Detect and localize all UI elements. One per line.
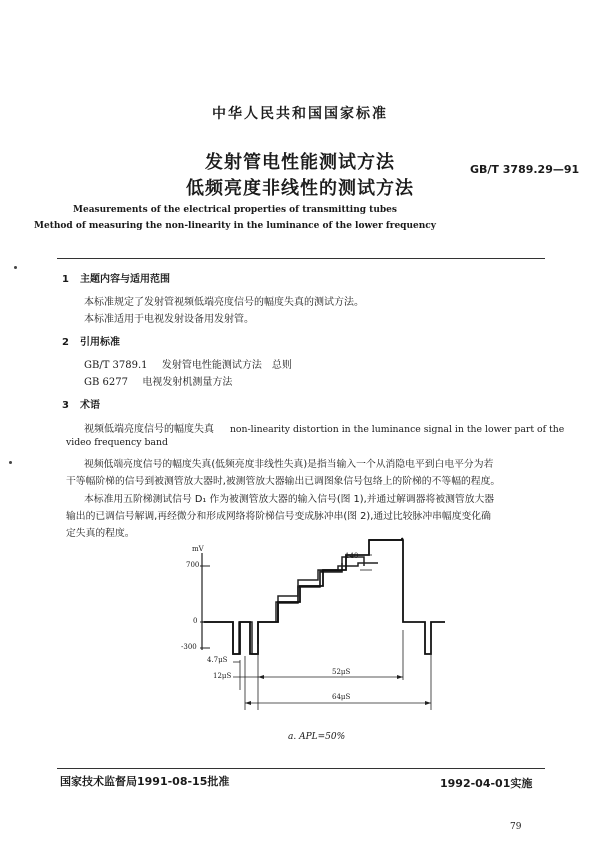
- term-english: non-linearity distortion in the luminance signal in the lower part of the: [229, 424, 565, 435]
- standard-number: GB/T 3789.29—91: [470, 163, 580, 176]
- reference-code: GB 6277: [84, 377, 128, 388]
- arrowhead: [397, 675, 403, 679]
- reference-title: 电视发射机测量方法: [142, 377, 233, 388]
- footer-rule: [57, 768, 545, 769]
- y-label-700: 700: [186, 561, 200, 569]
- time-label-52us: 52μS: [332, 668, 351, 676]
- term-chinese: 视频低端亮度信号的幅度失真: [84, 424, 214, 435]
- english-title-line2: Method of measuring the non-linearity in the luminance of the lower frequency: [34, 221, 436, 231]
- method-line-3: 定失真的程度。: [66, 528, 135, 539]
- y-label-0: 0: [193, 617, 198, 625]
- approval-date: 国家技术监督局1991-08-15批准: [60, 775, 230, 788]
- issuing-country-header: 中华人民共和国国家标准: [212, 106, 388, 122]
- reference-code: GB/T 3789.1: [84, 360, 148, 371]
- section-1-paragraph-2: 本标准适用于电视发射设备用发射管。: [84, 314, 254, 325]
- step-waveform: [202, 563, 378, 654]
- definition-line-2: 干等幅阶梯的信号到被测管放大器时,被测管放大器输出已调图象信号包络上的阶梯的不等幅的程度。: [66, 476, 501, 487]
- section-number: 3: [62, 400, 69, 411]
- section-number: 2: [62, 337, 69, 348]
- section-title: 术语: [80, 400, 100, 411]
- time-label-12us: 12μS: [213, 672, 232, 680]
- method-line-2: 输出的已调信号解调,再经微分和形成网络将阶梯信号变成脉冲串(图 2),通过比较脉冲串幅度变化确: [66, 511, 491, 522]
- y-axis-unit: mV: [192, 545, 204, 553]
- section-1-paragraph-1: 本标准规定了发射管视频低端亮度信号的幅度失真的测试方法。: [84, 297, 364, 308]
- implementation-date: 1992-04-01实施: [440, 777, 533, 790]
- figure-caption: a. APL=50%: [288, 732, 346, 742]
- document-title-line1: 发射管电性能测试方法: [205, 152, 395, 173]
- step-height-label: 140: [345, 552, 359, 560]
- reference-title: 发射管电性能测试方法 总则: [161, 360, 292, 371]
- section-number: 1: [62, 274, 69, 285]
- arrowhead: [425, 701, 431, 705]
- section-title: 主题内容与适用范围: [80, 274, 170, 285]
- page-number: 79: [510, 822, 522, 832]
- document-title-line2: 低频亮度非线性的测试方法: [186, 178, 414, 199]
- arrowhead: [258, 675, 264, 679]
- time-label-64us: 64μS: [332, 693, 351, 701]
- time-label-4-7us: 4.7μS: [207, 656, 228, 664]
- english-title-line1: Measurements of the electrical properties of transmitting tubes: [73, 205, 397, 215]
- staircase-signal: [204, 538, 445, 654]
- definition-line-1: 视频低端亮度信号的幅度失真(低频亮度非线性失真)是指当输入一个从消隐电平到白电平分为若: [84, 459, 494, 470]
- section-title: 引用标准: [80, 337, 120, 348]
- arrowhead: [245, 701, 251, 705]
- term-english-continued: video frequency band: [66, 437, 168, 448]
- method-line-1: 本标准用五阶梯测试信号 D₁ 作为被测管放大器的输入信号(图 1),并通过解调器将被测管放大器: [84, 494, 495, 505]
- y-label-neg300: -300: [181, 643, 197, 651]
